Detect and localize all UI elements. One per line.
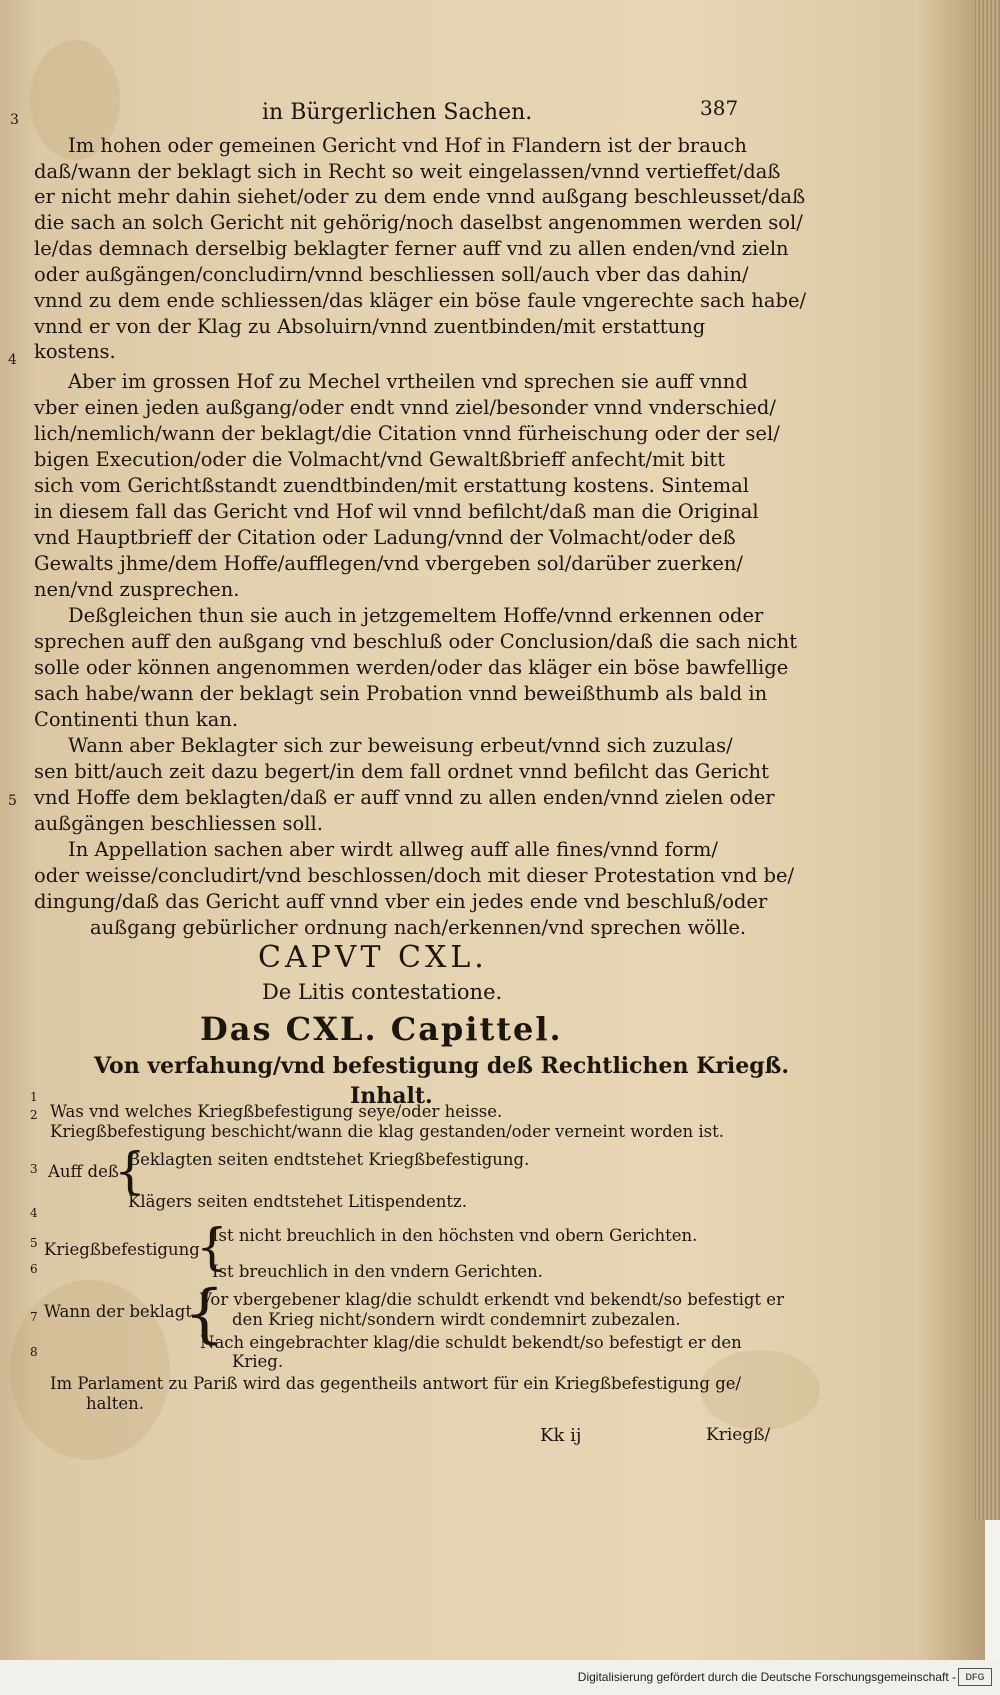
body-line: sach habe/wann der beklagt sein Probation vnnd beweißthumb als bald in (34, 682, 768, 705)
body-line: nen/vnd zusprechen. (34, 578, 240, 601)
inhalt-number: 6 (30, 1262, 38, 1276)
inhalt-heading: Inhalt. (350, 1083, 433, 1109)
brace-icon: { (184, 1277, 225, 1351)
body-line: oder weisse/concludirt/vnd beschlossen/doch mit dieser Protestation vnd be/ (34, 864, 795, 887)
page-edge-stack (975, 0, 1000, 1520)
page-number: 387 (700, 96, 739, 120)
body-line: Wann aber Beklagter sich zur beweisung erbeut/vnnd sich zuzulas/ (68, 734, 733, 757)
chapter-caput: CAPVT CXL. (258, 940, 488, 975)
digitization-credit: Digitalisierung gefördert durch die Deutsche Forschungsgemeinschaft - (577, 1670, 956, 1684)
inhalt-line: Vor vbergebener klag/die schuldt erkendt vnd bekendt/so befestigt er (200, 1290, 784, 1309)
body-line: Continenti thun kan. (34, 708, 239, 731)
body-line: in diesem fall das Gericht vnd Hof wil vnnd befilcht/daß man die Original (34, 500, 759, 523)
inhalt-line: halten. (86, 1394, 145, 1413)
body-line: sprechen auff den außgang vnd beschluß oder Conclusion/daß die sach nicht (34, 630, 798, 653)
body-line: daß/wann der beklagt sich in Recht so weit eingelassen/vnnd vertieffet/daß (34, 160, 781, 183)
body-line: vnnd er von der Klag zu Absoluirn/vnnd zuentbinden/mit erstattung (34, 315, 706, 338)
dfg-logo: DFG (958, 1668, 992, 1686)
inhalt-line: Was vnd welches Kriegßbefestigung seye/oder heisse. (50, 1102, 503, 1121)
inhalt-number: 1 (30, 1090, 38, 1104)
inhalt-number: 4 (30, 1206, 38, 1220)
body-line: vnnd zu dem ende schliessen/das kläger ein böse faule vngerechte sach habe/ (34, 289, 807, 312)
inhalt-line: Ist breuchlich in den vndern Gerichten. (212, 1262, 543, 1281)
body-line: Deßgleichen thun sie auch in jetzgemeltem Hoffe/vnnd erkennen oder (68, 604, 764, 627)
brace-icon: { (196, 1218, 228, 1276)
body-line: vnd Hauptbrieff der Citation oder Ladung/vnnd der Volmacht/oder deß (34, 526, 736, 549)
inhalt-line: Beklagten seiten endtstehet Kriegßbefestigung. (128, 1150, 530, 1169)
inhalt-number: 3 (30, 1162, 38, 1176)
inhalt-line: den Krieg nicht/sondern wirdt condemnirt zubezalen. (232, 1310, 681, 1329)
body-line: bigen Execution/oder die Volmacht/vnd Gewaltßbrieff anfecht/mit bitt (34, 448, 726, 471)
inhalt-line: Kriegßbefestigung beschicht/wann die klag gestanden/oder verneint worden ist. (50, 1122, 724, 1141)
catchword: Kriegß/ (706, 1425, 771, 1445)
chapter-subtitle: Von verfahung/vnd befestigung deß Rechtlichen Kriegß. (94, 1053, 790, 1079)
inhalt-bracket-label: Auff deß (48, 1162, 119, 1181)
running-header-title: in Bürgerlichen Sachen. (262, 100, 533, 125)
margin-number: 4 (8, 352, 17, 368)
body-line: Gewalts jhme/dem Hoffe/aufflegen/vnd vbergeben sol/darüber zuerken/ (34, 552, 743, 575)
body-line: oder außgängen/concludirn/vnnd beschliessen soll/auch vber das dahin/ (34, 263, 749, 286)
inhalt-bracket-label: Kriegßbefestigung (44, 1240, 200, 1259)
body-line: lich/nemlich/wann der beklagt/die Citation vnnd fürheischung oder der sel/ (34, 422, 780, 445)
body-line: dingung/daß das Gericht auff vnnd vber ein jedes ende vnd beschluß/oder (34, 890, 768, 913)
body-line: sich vom Gerichtßstandt zuendtbinden/mit erstattung kostens. Sintemal (34, 474, 749, 497)
body-line: kostens. (34, 340, 116, 363)
header-left-number: 3 (10, 112, 19, 128)
body-line: Aber im grossen Hof zu Mechel vrtheilen vnd sprechen sie auff vnnd (68, 370, 748, 393)
inhalt-number: 5 (30, 1236, 38, 1250)
inhalt-bracket-label: Wann der beklagt (44, 1302, 192, 1321)
body-line: er nicht mehr dahin siehet/oder zu dem ende vnnd außgang beschleusset/daß (34, 185, 806, 208)
chapter-latin-title: De Litis contestatione. (262, 980, 503, 1004)
body-line: Im hohen oder gemeinen Gericht vnd Hof in Flandern ist der brauch (68, 134, 747, 157)
inhalt-line: Ist nicht breuchlich in den höchsten vnd obern Gerichten. (212, 1226, 698, 1245)
inhalt-number: 7 (30, 1310, 38, 1324)
body-line: sen bitt/auch zeit dazu begert/in dem fall ordnet vnnd befilcht das Gericht (34, 760, 769, 783)
body-line: die sach an solch Gericht nit gehörig/noch daselbst angenommen werden sol/ (34, 211, 803, 234)
signature-mark: Kk ij (540, 1425, 582, 1446)
inhalt-line: Nach eingebrachter klag/die schuldt bekendt/so befestigt er den (200, 1333, 742, 1352)
chapter-german-title: Das CXL. Capittel. (200, 1010, 563, 1048)
brace-icon: { (114, 1142, 146, 1200)
inhalt-line: Klägers seiten endtstehet Litispendentz. (128, 1192, 467, 1211)
margin-number: 5 (8, 793, 17, 809)
inhalt-line: Krieg. (232, 1352, 284, 1371)
body-line: außgang gebürlicher ordnung nach/erkennen/vnd sprechen wölle. (90, 916, 747, 939)
inhalt-line: Im Parlament zu Pariß wird das gegentheils antwort für ein Kriegßbefestigung ge/ (50, 1374, 742, 1393)
body-line: vnd Hoffe dem beklagten/daß er auff vnnd zu allen enden/vnnd zielen oder (34, 786, 775, 809)
inhalt-number: 2 (30, 1108, 38, 1122)
inhalt-number: 8 (30, 1345, 38, 1359)
body-line: vber einen jeden außgang/oder endt vnnd ziel/besonder vnnd vnderschied/ (34, 396, 776, 419)
body-line: le/das demnach derselbig beklagter ferner auff vnd zu allen enden/vnd zieln (34, 237, 789, 260)
body-line: In Appellation sachen aber wirdt allweg auff alle fines/vnnd form/ (68, 838, 718, 861)
body-line: solle oder können angenommen werden/oder das kläger ein böse bawfellige (34, 656, 789, 679)
body-line: außgängen beschliessen soll. (34, 812, 323, 835)
